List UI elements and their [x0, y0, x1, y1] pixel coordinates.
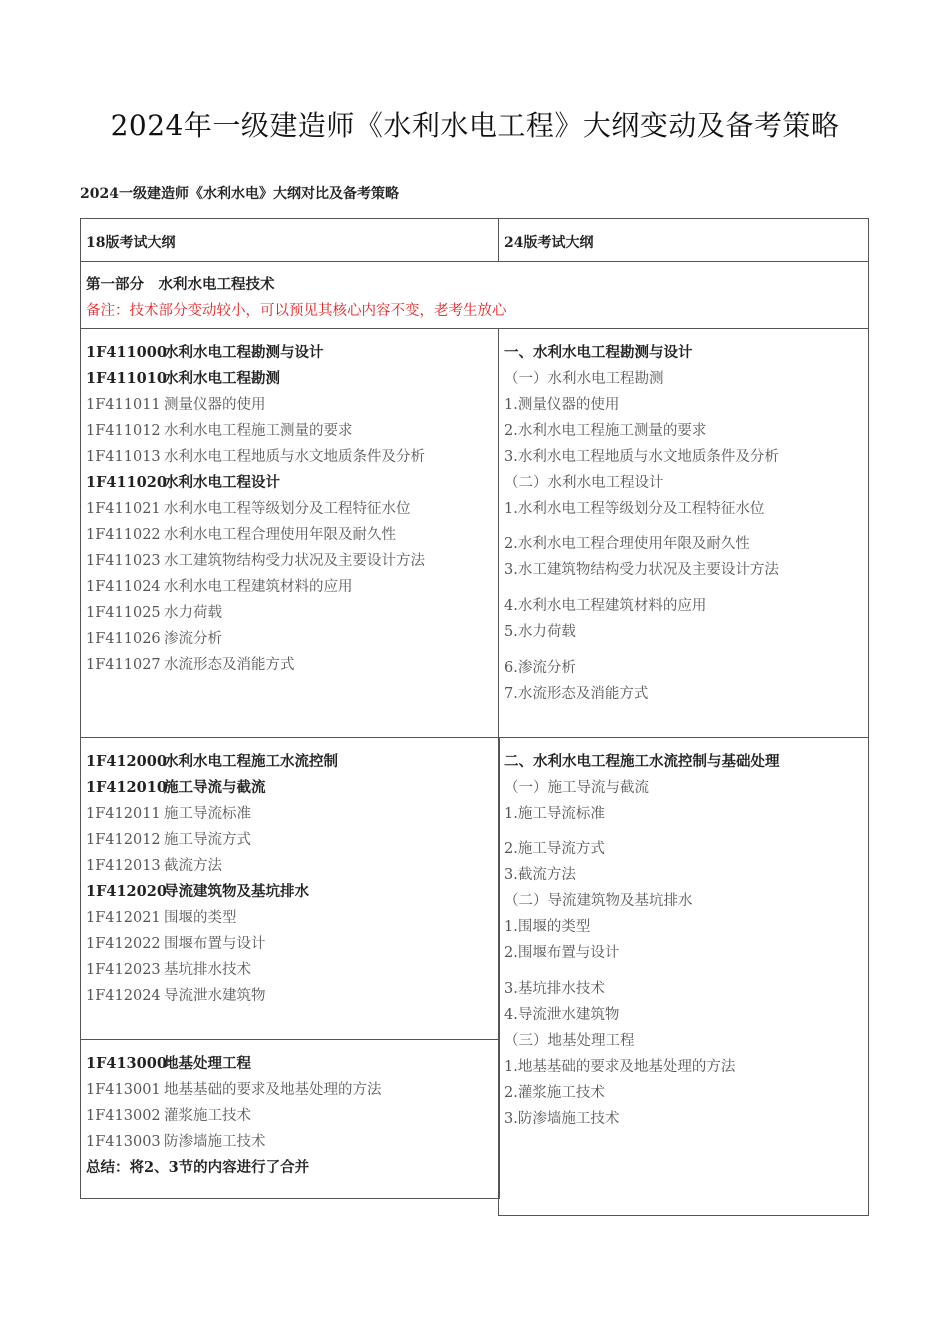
table-row: 1F411023 水工建筑物结构受力状况及主要设计方法 — [86, 553, 425, 569]
list-item: 1.施工导流标准 — [504, 806, 605, 822]
table-row: 1F413000地基处理工程 — [86, 1055, 251, 1072]
list-item: （二）水利水电工程设计 — [504, 475, 664, 491]
table-row: 1F412020导流建筑物及基坑排水 — [86, 883, 309, 900]
table-row: 1F412022 围堰布置与设计 — [86, 936, 266, 952]
list-item: 3.截流方法 — [504, 867, 576, 883]
header-24-version: 24版考试大纲 — [504, 235, 594, 251]
table-row: 1F412012 施工导流方式 — [86, 832, 251, 848]
list-item: 6.渗流分析 — [504, 660, 576, 676]
list-item: 2.围堰布置与设计 — [504, 945, 620, 961]
table-row: 1F411026 渗流分析 — [86, 631, 222, 647]
list-item: （一）水利水电工程勘测 — [504, 371, 664, 387]
table-row: 1F412023 基坑排水技术 — [86, 962, 251, 978]
list-item: 二、水利水电工程施工水流控制与基础处理 — [504, 753, 780, 770]
table-row: 1F411000水利水电工程勘测与设计 — [86, 344, 324, 361]
part-note: 备注：技术部分变动较小，可以预见其核心内容不变，老考生放心 — [86, 303, 507, 319]
table-row: 1F413001 地基基础的要求及地基处理的方法 — [86, 1082, 382, 1098]
table-row: 1F412010施工导流与截流 — [86, 779, 266, 796]
document-title: 2024年一级建造师《水利水电工程》大纲变动及备考策略 — [110, 109, 840, 142]
table-row: 1F411011 测量仪器的使用 — [86, 397, 266, 413]
list-item: 3.水工建筑物结构受力状况及主要设计方法 — [504, 562, 779, 578]
table-row: 1F412013 截流方法 — [86, 858, 222, 874]
table-row: 1F411020水利水电工程设计 — [86, 474, 280, 491]
table-row: 1F411027 水流形态及消能方式 — [86, 657, 295, 673]
table-row: 1F411024 水利水电工程建筑材料的应用 — [86, 579, 353, 595]
table-row: 1F411025 水力荷载 — [86, 605, 222, 621]
table-divider — [498, 218, 499, 262]
list-item: 4.导流泄水建筑物 — [504, 1007, 620, 1023]
table-row: 1F413003 防渗墙施工技术 — [86, 1134, 266, 1150]
list-item: 3.基坑排水技术 — [504, 981, 605, 997]
table-row: 1F412024 导流泄水建筑物 — [86, 988, 266, 1004]
list-item: （二）导流建筑物及基坑排水 — [504, 893, 693, 909]
list-item: 5.水力荷载 — [504, 624, 576, 640]
list-item: （三）地基处理工程 — [504, 1033, 635, 1049]
table-row: 1F411013 水利水电工程地质与水文地质条件及分析 — [86, 449, 425, 465]
table-row: 1F411012 水利水电工程施工测量的要求 — [86, 423, 353, 439]
table-row: 1F412011 施工导流标准 — [86, 806, 251, 822]
table-divider — [80, 328, 869, 329]
list-item: 2.施工导流方式 — [504, 841, 605, 857]
table-row: 1F413002 灌浆施工技术 — [86, 1108, 251, 1124]
list-item: 2.灌浆施工技术 — [504, 1085, 605, 1101]
list-item: 1.围堰的类型 — [504, 919, 591, 935]
list-item: 3.防渗墙施工技术 — [504, 1111, 620, 1127]
list-item: 1.测量仪器的使用 — [504, 397, 620, 413]
table-divider — [80, 1039, 500, 1040]
table-row: 1F412021 围堰的类型 — [86, 910, 237, 926]
list-item: 一、水利水电工程勘测与设计 — [504, 344, 693, 361]
list-item: 3.水利水电工程地质与水文地质条件及分析 — [504, 449, 779, 465]
table-row: 1F411022 水利水电工程合理使用年限及耐久性 — [86, 527, 396, 543]
table-divider — [80, 261, 869, 262]
list-item: 7.水流形态及消能方式 — [504, 686, 649, 702]
part-title: 第一部分 水利水电工程技术 — [86, 276, 275, 293]
table-row: 1F412000水利水电工程施工水流控制 — [86, 753, 338, 770]
document-subtitle: 2024一级建造师《水利水电》大纲对比及备考策略 — [80, 186, 399, 202]
table-divider — [498, 328, 499, 738]
list-item: （一）施工导流与截流 — [504, 780, 649, 796]
list-item: 1.水利水电工程等级划分及工程特征水位 — [504, 501, 765, 517]
table-row: 1F411021 水利水电工程等级划分及工程特征水位 — [86, 501, 411, 517]
list-item: 1.地基基础的要求及地基处理的方法 — [504, 1059, 736, 1075]
list-item: 4.水利水电工程建筑材料的应用 — [504, 598, 707, 614]
header-18-version: 18版考试大纲 — [86, 235, 176, 251]
list-item: 2.水利水电工程合理使用年限及耐久性 — [504, 536, 750, 552]
summary-text: 总结：将2、3节的内容进行了合并 — [86, 1159, 310, 1176]
table-row: 1F411010水利水电工程勘测 — [86, 370, 280, 387]
list-item: 2.水利水电工程施工测量的要求 — [504, 423, 707, 439]
